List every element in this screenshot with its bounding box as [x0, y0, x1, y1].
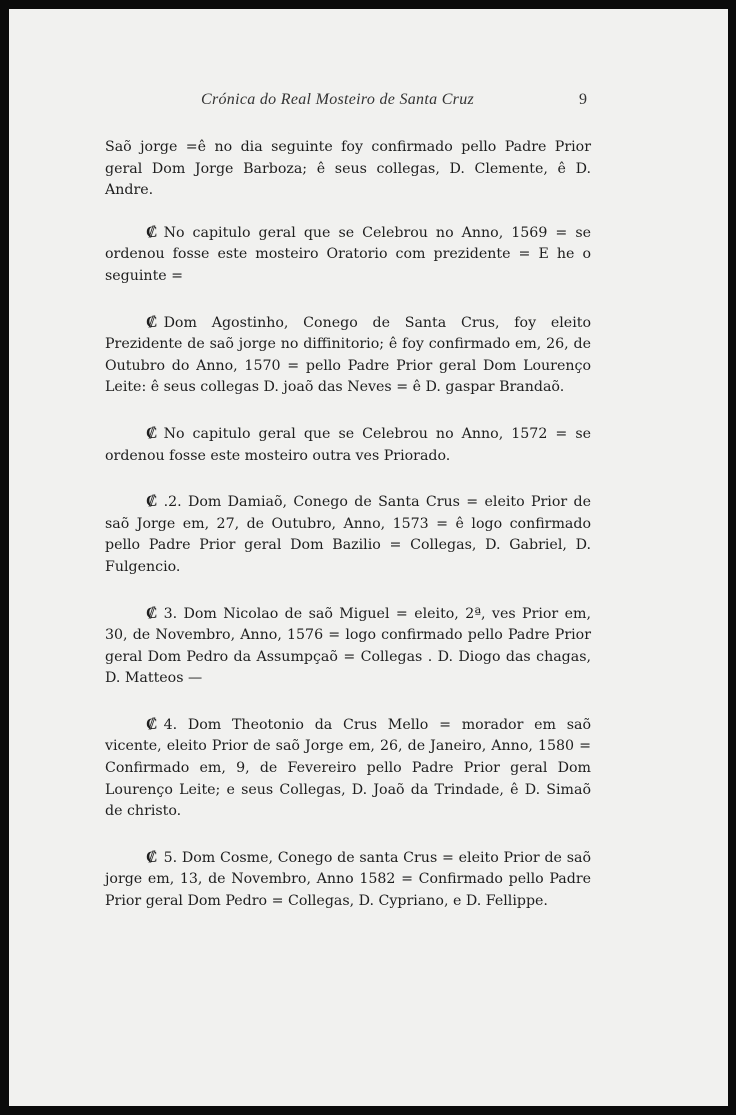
paragraph-mark-icon: ₡	[146, 221, 158, 241]
page-number: 9	[579, 91, 587, 108]
chronicle-text	[105, 137, 591, 936]
paragraph-text: No capitulo geral que se Celebrou no Anno, 1572 = se ordenou fosse este mosteiro outra ves Priorado.	[105, 425, 591, 464]
paragraph-chapter-1569	[105, 221, 591, 288]
paragraph-agostinho	[105, 311, 591, 399]
paragraph-continuation: Saõ jorge =ê no dia seguinte foy confirmado pello Padre Prior geral Dom Jorge Barboza; ê seus collegas, D. Clemente, ê D. Andre.	[105, 139, 591, 199]
paragraph-prior-3	[105, 602, 591, 690]
paragraph-mark-icon: ₡	[146, 713, 158, 733]
paragraph-mark-icon: ₡	[146, 491, 158, 511]
paragraph-mark-icon: ₡	[146, 602, 158, 622]
paragraph-mark-icon: ₡	[146, 422, 158, 442]
paragraph-mark-icon: ₡	[146, 311, 158, 331]
paragraph-text: 5. Dom Cosme, Conego de santa Crus = eleito Prior de saõ jorge em, 13, de Novembro, Anno 1582 = Confirmado pello Padre Prior geral Dom Pedro = Collegas, D. Cypriano, e D. Fellippe.	[105, 849, 591, 910]
paragraph-prior-2	[105, 490, 591, 578]
paragraph-text: Dom Agostinho, Conego de Santa Crus, foy eleito Prezidente de saõ jorge no diffinitorio; ê foy confirmado em, 26, de Outubro do Anno, 1570 = pello Padre Prior geral Dom Lourenço Leite: ê seus collegas D. joaõ das Neves = ê D. gaspar Brandaõ.	[105, 314, 591, 396]
paragraph-mark-icon: ₡	[146, 846, 158, 866]
page-header	[9, 91, 728, 115]
running-title: Crónica do Real Mosteiro de Santa Cruz	[201, 91, 475, 108]
paragraph-text: No capitulo geral que se Celebrou no Anno, 1569 = se ordenou fosse este mosteiro Oratorio com prezidente = E he o seguinte =	[105, 224, 591, 284]
paragraph-prior-5	[105, 846, 591, 913]
paragraph-chapter-1572	[105, 422, 591, 467]
paragraph-text: .2. Dom Damiaõ, Conego de Santa Crus = eleito Prior de saõ Jorge em, 27, de Outubro, Anno, 1573 = ê logo confirmado pello Padre Prior geral Dom Bazilio = Collegas, D. Gabriel, D. Fulgencio.	[105, 494, 591, 575]
book-page	[9, 9, 728, 1106]
paragraph-text: 4. Dom Theotonio da Crus Mello = morador em saõ vicente, eleito Prior de saõ Jorge em, 26, de Janeiro, Anno, 1580 = Confirmado em, 9, de Fevereiro pello Padre Prior geral Dom Lourenço Leite; e seus Collegas, D. Joaõ da Trindade, ê D. Simaõ de christo.	[105, 716, 591, 820]
paragraph-text: 3. Dom Nicolao de saõ Miguel = eleito, 2ª, ves Prior em, 30, de Novembro, Anno, 1576 = logo confirmado pello Padre Prior geral Dom Pedro da Assumpçaõ = Collegas . D. Diogo das chagas, D. Matteos —	[105, 605, 591, 687]
paragraph-prior-4	[105, 713, 591, 823]
